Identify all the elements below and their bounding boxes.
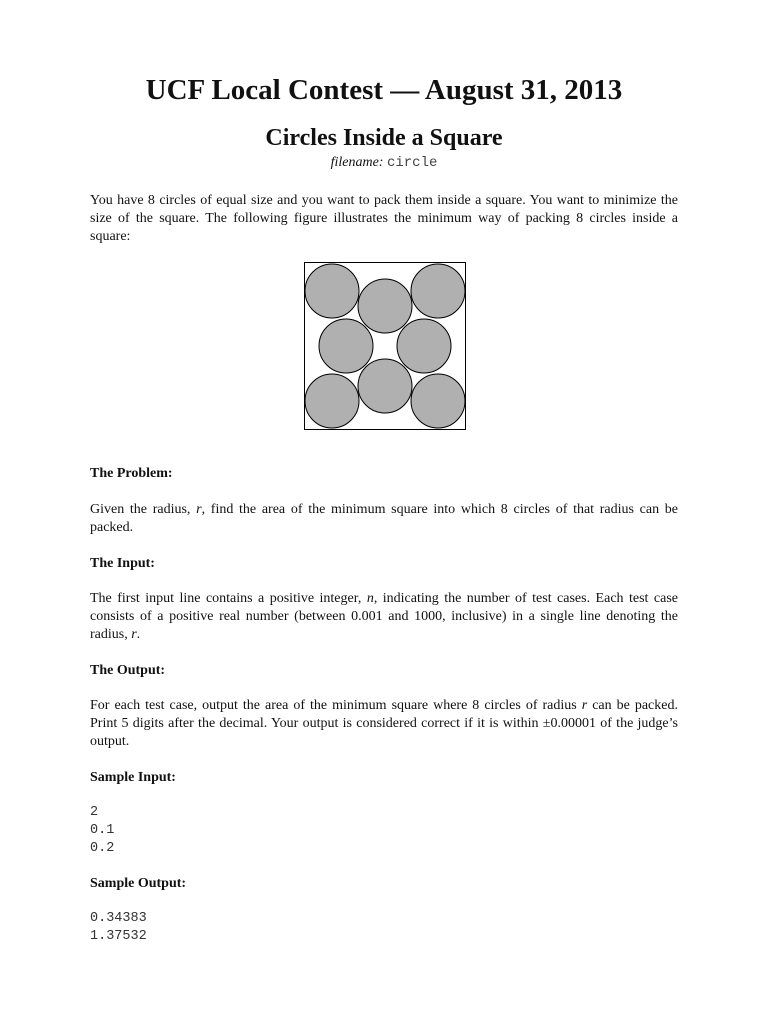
packed-circle-7 — [358, 359, 412, 413]
input-paragraph: The first input line contains a positive integer, n, indicating the number of test cases. Each test case consists of a positive real number (between 0.001 and 1000, inclusive) in a single line denoting the radius, r. — [90, 591, 678, 642]
sample-input-line: 2 — [90, 805, 99, 820]
packed-circle-3 — [411, 264, 465, 318]
packed-circle-5 — [397, 319, 451, 373]
intro-paragraph: You have 8 circles of equal size and you want to pack them inside a square. You want to minimize the size of the square. The following figure illustrates the minimum way of packing 8 circles inside a square: — [90, 193, 678, 244]
packed-circle-8 — [411, 374, 465, 428]
packed-circle-1 — [305, 264, 359, 318]
sample-output-heading: Sample Output: — [90, 876, 187, 891]
output-heading: The Output: — [90, 663, 166, 678]
input-heading: The Input: — [90, 556, 155, 571]
sample-input-heading: Sample Input: — [90, 770, 176, 785]
sample-input-line: 0.1 — [90, 823, 115, 838]
filename-label: filename: — [330, 155, 384, 170]
filename-value: circle — [386, 155, 438, 171]
contest-title: UCF Local Contest — August 31, 2013 — [145, 74, 623, 106]
packed-circle-6 — [305, 374, 359, 428]
circle-packing-figure — [304, 262, 468, 432]
problem-paragraph: Given the radius, r, find the area of the minimum square into which 8 circles of that radius can be packed. — [90, 502, 679, 535]
sample-output-block — [90, 910, 147, 946]
packed-circle-2 — [358, 279, 412, 333]
filename-line — [90, 155, 678, 171]
sample-output-line: 0.34383 — [90, 911, 147, 926]
sample-input-line: 0.2 — [90, 841, 115, 856]
problem-title: Circles Inside a Square — [265, 125, 503, 151]
sample-output-line: 1.37532 — [90, 929, 147, 944]
packed-circle-4 — [319, 319, 373, 373]
problem-heading: The Problem: — [90, 466, 173, 481]
sample-input-block — [90, 804, 114, 858]
output-paragraph: For each test case, output the area of the minimum square where 8 circles of radius r can be packed. Print 5 digits after the decimal. Your output is considered correct if it is within ±0.00001 of the judge’s output. — [90, 698, 678, 749]
